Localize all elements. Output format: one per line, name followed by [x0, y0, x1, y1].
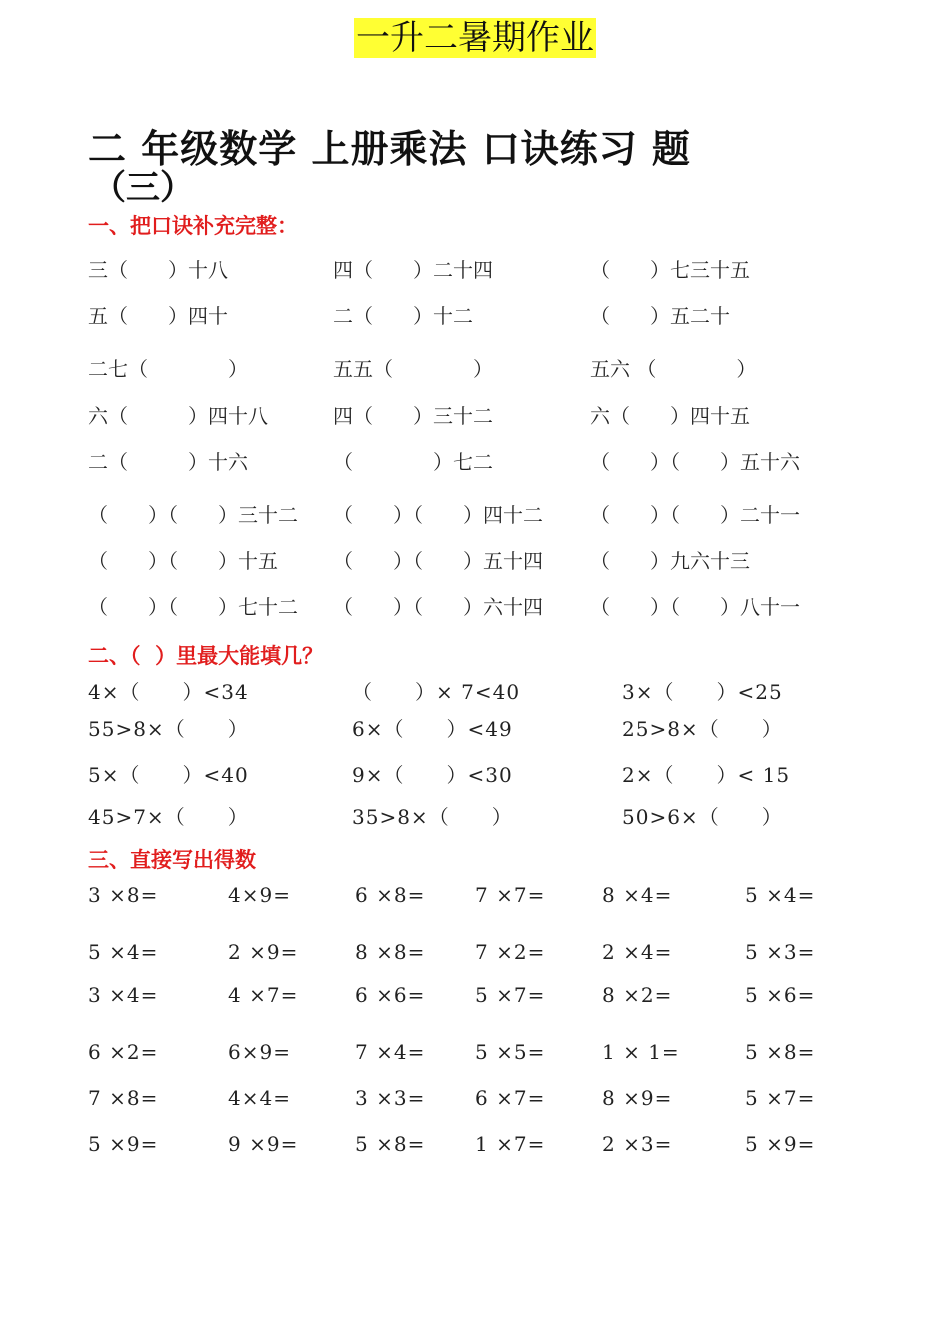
exercise-item: 4×4= [228, 1086, 291, 1110]
exercise-item: （ ）（ ）十五 [88, 549, 278, 573]
exercise-item: 1 × 1= [602, 1040, 680, 1064]
exercise-item: （ ）七三十五 [590, 258, 750, 282]
exercise-item: 6×9= [228, 1040, 291, 1064]
exercise-item: 7 ×2= [475, 940, 546, 964]
exercise-item: 7 ×7= [475, 883, 546, 907]
exercise-item: 5 ×8= [355, 1132, 426, 1156]
exercise-item: 8 ×8= [355, 940, 426, 964]
section2-row [0, 760, 950, 790]
section2-row [0, 714, 950, 744]
exercise-item: 5 ×4= [88, 940, 159, 964]
exercise-item: （ ）（ ）二十一 [590, 503, 800, 527]
exercise-item: （ ）（ ）五十六 [590, 450, 800, 474]
exercise-item: 9 ×9= [228, 1132, 299, 1156]
section1-row [0, 401, 950, 431]
section1-row [0, 255, 950, 285]
exercise-item: （ ）（ ）七十二 [88, 595, 298, 619]
exercise-item: 7 ×4= [355, 1040, 426, 1064]
exercise-item: 5 ×5= [475, 1040, 546, 1064]
exercise-item: （ ）五二十 [590, 304, 730, 328]
exercise-item: 2 ×3= [602, 1132, 673, 1156]
exercise-item: 5 ×9= [88, 1132, 159, 1156]
exercise-item: 35>8×（ ） [352, 805, 513, 829]
exercise-item: 5×（ ）<40 [88, 763, 249, 787]
exercise-item: 六（ ）四十八 [88, 404, 268, 428]
exercise-item: 三（ ）十八 [88, 258, 228, 282]
exercise-item: （ ）（ ）八十一 [590, 595, 800, 619]
exercise-item: 二（ ）十六 [88, 450, 248, 474]
exercise-item: 55>8×（ ） [88, 717, 249, 741]
exercise-item: 3 ×4= [88, 983, 159, 1007]
exercise-item: （ ）九六十三 [590, 549, 750, 573]
exercise-item: 5 ×3= [745, 940, 816, 964]
exercise-item: 六（ ）四十五 [590, 404, 750, 428]
section3-row [0, 937, 950, 967]
exercise-item: 五（ ）四十 [88, 304, 228, 328]
exercise-item: 8 ×9= [602, 1086, 673, 1110]
section1-row [0, 546, 950, 576]
section1-row [0, 500, 950, 530]
section-1-heading: 一、把口诀补充完整： [88, 214, 298, 238]
section3-row [0, 880, 950, 910]
exercise-item: 5 ×6= [745, 983, 816, 1007]
exercise-item: 50>6×（ ） [622, 805, 783, 829]
page-subtitle: （三） [92, 168, 194, 208]
exercise-item: 四（ ）二十四 [333, 258, 493, 282]
exercise-item: 6 ×7= [475, 1086, 546, 1110]
exercise-item: 8 ×2= [602, 983, 673, 1007]
exercise-item: 6 ×8= [355, 883, 426, 907]
exercise-item: 45>7×（ ） [88, 805, 249, 829]
exercise-item: （ ）（ ）五十四 [333, 549, 543, 573]
exercise-item: 二七（ ） [88, 357, 248, 381]
exercise-item: 4×9= [228, 883, 291, 907]
exercise-item: 4 ×7= [228, 983, 299, 1007]
exercise-item: 4×（ ）<34 [88, 680, 249, 704]
section2-row [0, 802, 950, 832]
exercise-item: 2 ×4= [602, 940, 673, 964]
exercise-item: 2 ×9= [228, 940, 299, 964]
section1-row [0, 592, 950, 622]
section3-row [0, 1129, 950, 1159]
banner-title: 一升二暑期作业 [356, 18, 594, 58]
exercise-item: 5 ×9= [745, 1132, 816, 1156]
exercise-item: 五五（ ） [333, 357, 493, 381]
exercise-item: 5 ×7= [475, 983, 546, 1007]
section3-row [0, 980, 950, 1010]
exercise-item: （ ）（ ）三十二 [88, 503, 298, 527]
exercise-item: 25>8×（ ） [622, 717, 783, 741]
section-3-heading: 三、直接写出得数 [88, 848, 256, 872]
exercise-item: 5 ×8= [745, 1040, 816, 1064]
exercise-item: 5 ×4= [745, 883, 816, 907]
section3-row [0, 1083, 950, 1113]
exercise-item: 7 ×8= [88, 1086, 159, 1110]
exercise-item: 2×（ ）< 15 [622, 763, 791, 787]
exercise-item: （ ）七二 [333, 450, 493, 474]
exercise-item: 5 ×7= [745, 1086, 816, 1110]
exercise-item: 1 ×7= [475, 1132, 546, 1156]
section-2-heading: 二、（ ）里最大能填几？ [88, 644, 324, 668]
section2-row [0, 677, 950, 707]
exercise-item: 8 ×4= [602, 883, 673, 907]
section1-row [0, 354, 950, 384]
exercise-item: 9×（ ）<30 [352, 763, 513, 787]
exercise-item: 3×（ ）<25 [622, 680, 783, 704]
exercise-item: 3 ×3= [355, 1086, 426, 1110]
page-title: 二 年级数学 上册乘法 口诀练习 题 [88, 127, 691, 171]
section1-row [0, 447, 950, 477]
exercise-item: （ ）（ ）四十二 [333, 503, 543, 527]
exercise-item: （ ）× 7<40 [352, 680, 521, 704]
exercise-item: 3 ×8= [88, 883, 159, 907]
section3-row [0, 1037, 950, 1067]
exercise-item: 五六 （ ） [590, 357, 757, 381]
exercise-item: 6 ×2= [88, 1040, 159, 1064]
exercise-item: 四（ ）三十二 [333, 404, 493, 428]
exercise-item: 二（ ）十二 [333, 304, 473, 328]
exercise-item: 6×（ ）<49 [352, 717, 513, 741]
exercise-item: （ ）（ ）六十四 [333, 595, 543, 619]
exercise-item: 6 ×6= [355, 983, 426, 1007]
section1-row [0, 301, 950, 331]
